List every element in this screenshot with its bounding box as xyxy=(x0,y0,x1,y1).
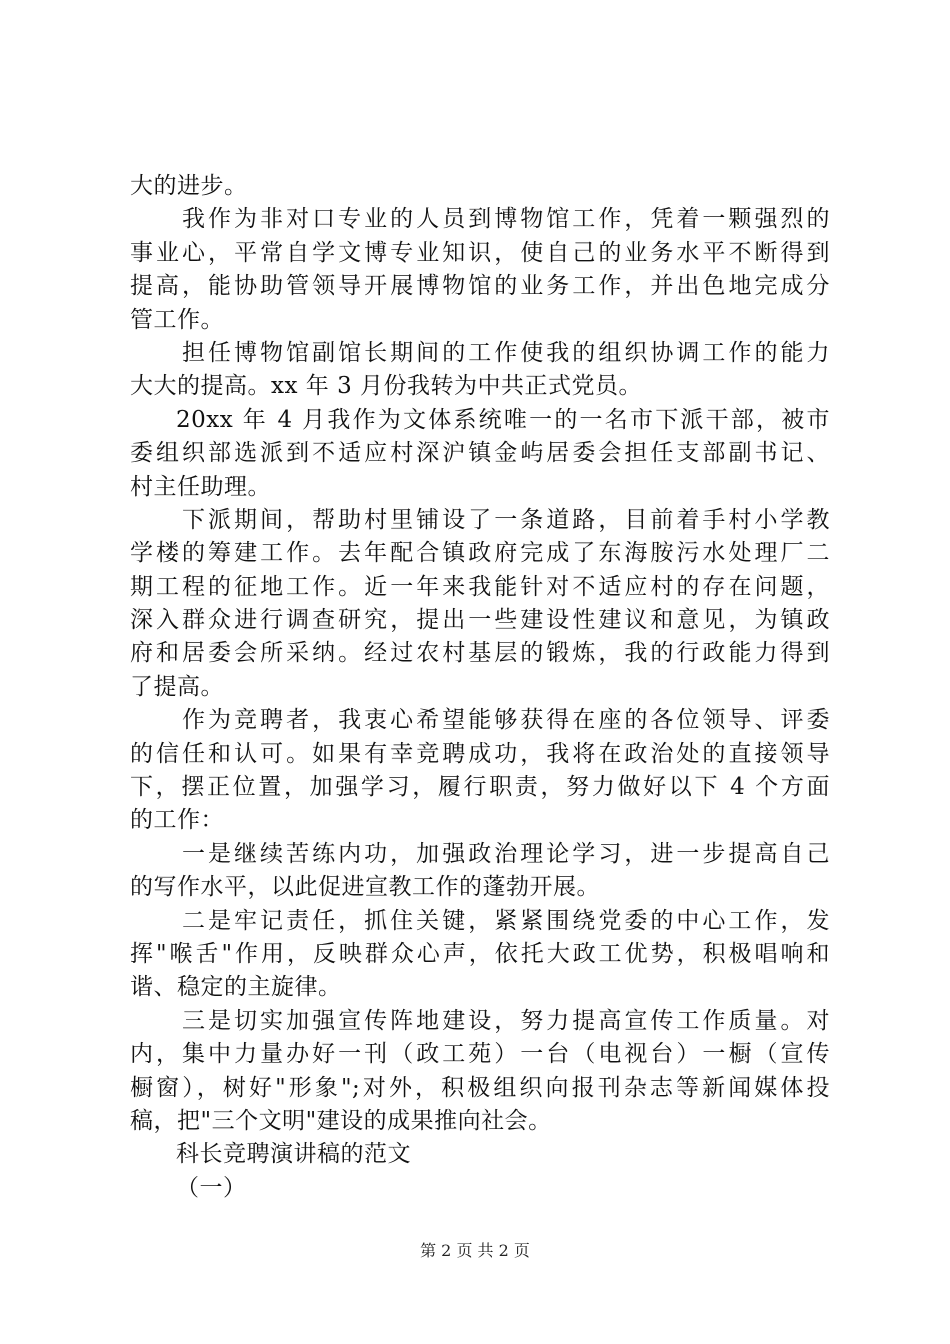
text-line: 的工作： xyxy=(130,807,224,834)
text-line: 橱窗），树好"形象";对外，积极组织向报刊杂志等新闻媒体投 xyxy=(130,1074,830,1101)
text-line: 内，集中力量办好一刊（政工苑）一台（电视台）一橱（宣传 xyxy=(130,1041,830,1068)
text-line: 大的进步。 xyxy=(130,173,248,199)
text-line: 下，摆正位置，加强学习，履行职责，努力做好以下 4 个方面 xyxy=(130,774,830,801)
text-line: 大大的提高。xx 年 3 月份我转为中共正式党员。 xyxy=(130,373,643,400)
text-line: 作为竞聘者，我衷心希望能够获得在座的各位领导、评委 xyxy=(182,707,830,734)
text-line: 挥"喉舌"作用，反映群众心声，依托大政工优势，积极唱响和 xyxy=(130,940,830,967)
text-line: 深入群众进行调查研究，提出一些建设性建议和意见，为镇政 xyxy=(130,607,830,634)
text-line: 二是牢记责任，抓住关键，紧紧围绕党委的中心工作，发 xyxy=(182,907,830,934)
document-body xyxy=(130,170,830,1205)
text-line: 下派期间，帮助村里铺设了一条道路，目前着手村小学教 xyxy=(182,506,830,533)
text-line: 一是继续苦练内功，加强政治理论学习，进一步提高自己 xyxy=(182,840,830,867)
text-line: 20xx 年 4 月我作为文体系统唯一的一名市下派干部，被市 xyxy=(176,406,830,433)
section-number: （一） xyxy=(176,1174,247,1201)
text-line: 谐、稳定的主旋律。 xyxy=(130,974,342,1001)
text-line: 我作为非对口专业的人员到博物馆工作，凭着一颗强烈的 xyxy=(182,206,830,233)
text-line: 府和居委会所采纳。经过农村基层的锻炼，我的行政能力得到 xyxy=(130,640,830,667)
text-line: 的信任和认可。如果有幸竞聘成功，我将在政治处的直接领导 xyxy=(130,740,830,767)
text-line: 委组织部选派到不适应村深沪镇金屿居委会担任支部副书记、 xyxy=(130,440,830,467)
text-line: 村主任助理。 xyxy=(130,473,271,500)
text-line: 的写作水平，以此促进宣教工作的蓬勃开展。 xyxy=(130,874,600,901)
text-line: 期工程的征地工作。近一年来我能针对不适应村的存在问题， xyxy=(130,573,830,600)
text-line: 学楼的筹建工作。去年配合镇政府完成了东海胺污水处理厂二 xyxy=(130,540,830,567)
text-line: 提高，能协助管领导开展博物馆的业务工作，并出色地完成分 xyxy=(130,273,830,300)
text-line: 担任博物馆副馆长期间的工作使我的组织协调工作的能力 xyxy=(182,339,830,366)
text-line: 管工作。 xyxy=(130,306,224,333)
text-line: 事业心，平常自学文博专业知识，使自己的业务水平不断得到 xyxy=(130,239,830,266)
text-line: 三是切实加强宣传阵地建设，努力提高宣传工作质量。对 xyxy=(182,1007,830,1034)
text-line: 了提高。 xyxy=(130,673,224,700)
text-line: 稿，把"三个文明"建设的成果推向社会。 xyxy=(130,1107,552,1134)
page-number-footer: 第 2 页 共 2 页 xyxy=(420,1241,530,1260)
section-heading: 科长竞聘演讲稿的范文 xyxy=(176,1141,411,1168)
